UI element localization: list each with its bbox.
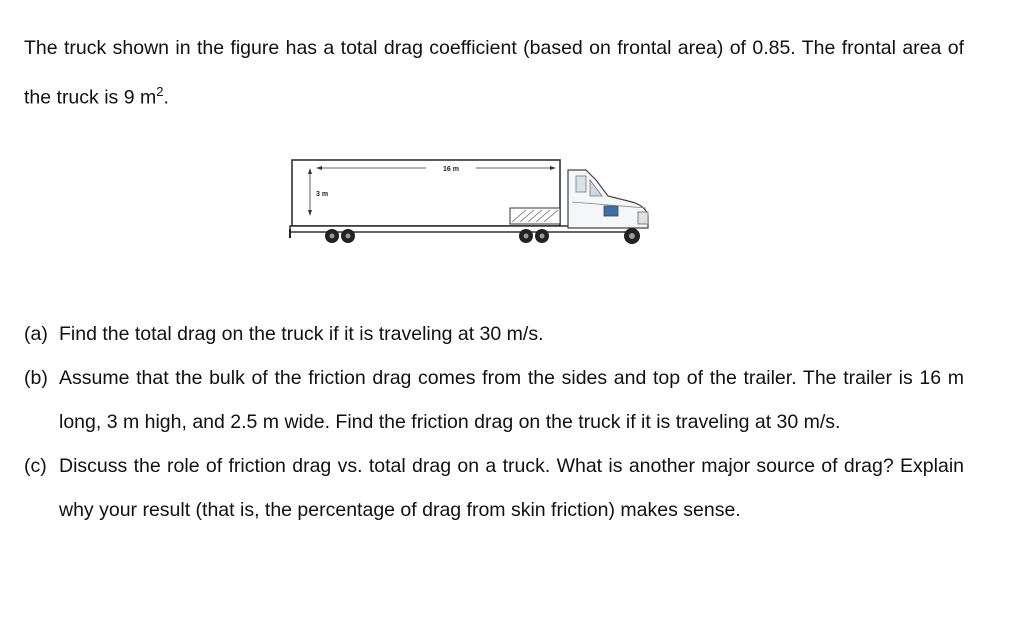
area-exponent: 2 bbox=[156, 84, 164, 99]
question-label: (b) bbox=[24, 367, 48, 389]
gooseneck bbox=[510, 208, 560, 224]
length-label: 16 m bbox=[443, 166, 459, 173]
question-text: Find the total drag on the truck if it is traveling at 30 m/s. bbox=[59, 323, 544, 345]
problem-text-end: . bbox=[163, 86, 169, 109]
truck-figure bbox=[286, 156, 666, 252]
wheel bbox=[325, 229, 339, 243]
question-a bbox=[24, 312, 964, 356]
question-b bbox=[24, 356, 964, 444]
wheel bbox=[624, 228, 640, 244]
problem-text: The truck shown in the figure has a total drag coefficient (based on frontal area) of 0.85. The frontal area of the truck is 9 m bbox=[24, 37, 964, 109]
wheel bbox=[519, 229, 533, 243]
question-text: Discuss the role of friction drag vs. total drag on a truck. What is another major source of drag? Explain why your result (that is, the percentage of drag from skin friction) makes sense. bbox=[59, 455, 964, 521]
wheel bbox=[341, 229, 355, 243]
question-list bbox=[24, 312, 964, 532]
truck-cab bbox=[568, 170, 648, 228]
height-label: 3 m bbox=[316, 191, 329, 198]
question-label: (c) bbox=[24, 455, 47, 477]
wheel bbox=[535, 229, 549, 243]
question-label: (a) bbox=[24, 323, 48, 345]
problem-statement bbox=[24, 26, 964, 120]
question-text: Assume that the bulk of the friction drag comes from the sides and top of the trailer. The trailer is 16 m long, 3 m high, and 2.5 m wide. Find the friction drag on the truck if it is traveling at 30 m/s. bbox=[59, 367, 964, 433]
question-c bbox=[24, 444, 964, 532]
